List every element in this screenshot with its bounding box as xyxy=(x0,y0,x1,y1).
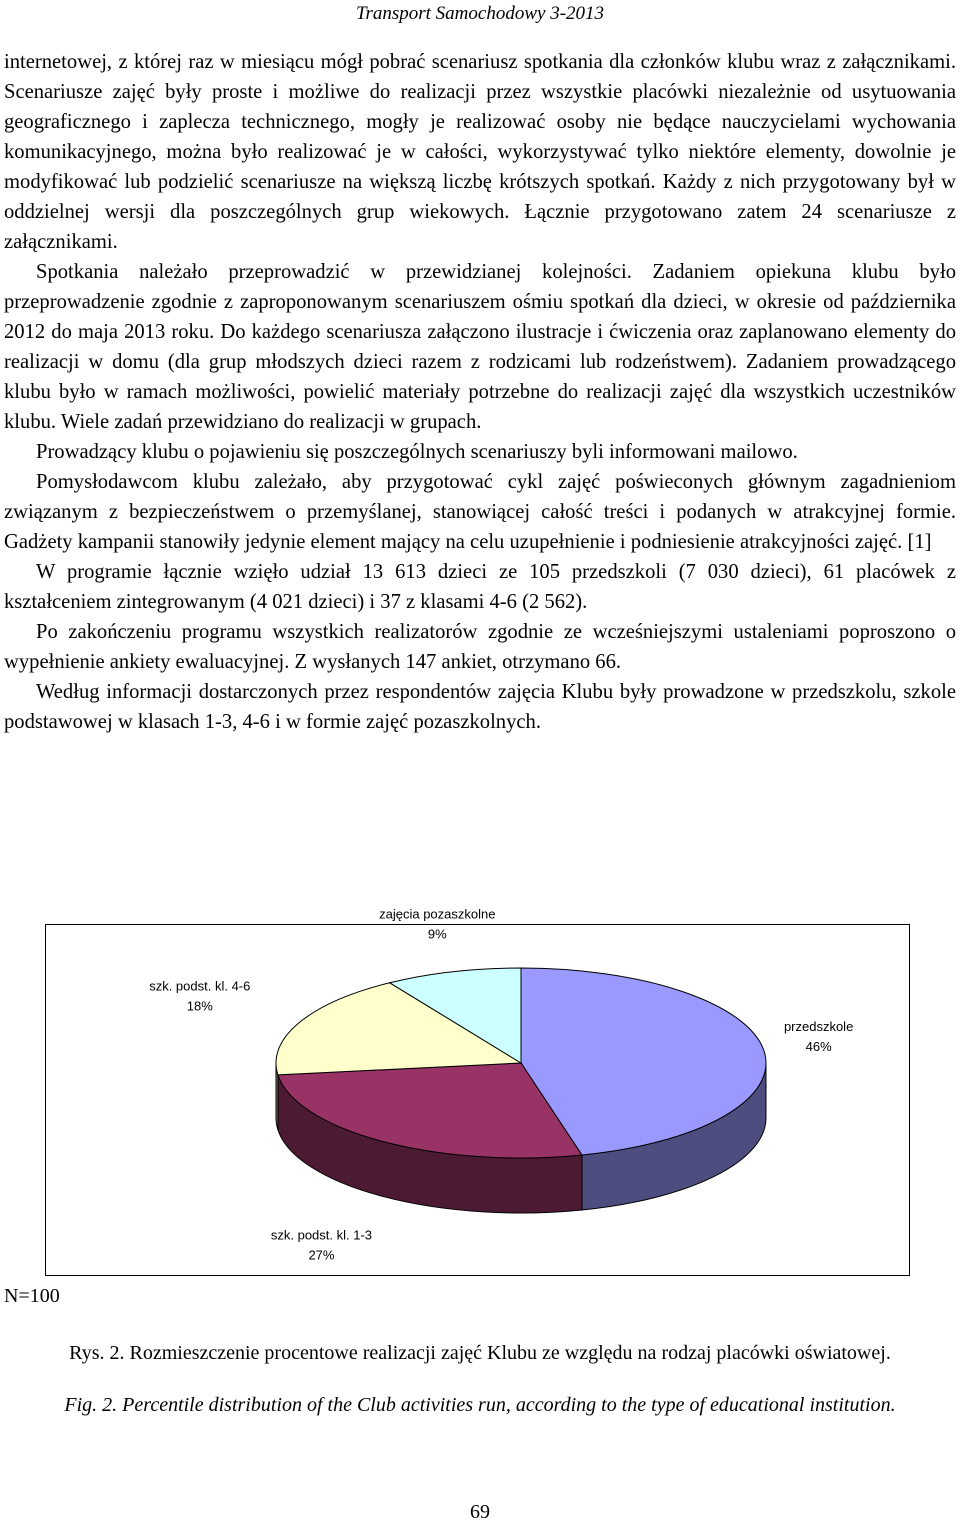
figure-caption-english: Fig. 2. Percentile distribution of the Club activities run, according to the type of educational institution. xyxy=(64,1394,896,1416)
pie-chart xyxy=(46,906,908,1274)
slice-value-zaj-cia-pozaszkolne: 9% xyxy=(427,926,447,942)
paragraph-1: internetowej, z której raz w miesiącu mógł pobrać scenariusz spotkania dla członków klubu wraz z załącznikami. Scenariusze zajęć były proste i możliwe do realizacji przez wszystkie placówki niezależnie od usytuowania geograficznego i zaplecza technicznego, mogły je realizować osoby nie będące nauczycielami wychowania komunikacyjnego, można było realizować je w całości, wykorzystywać tylko niektóre elementy, dowolnie je modyfikować lub podzielić scenariusze na większą liczbę krótszych spotkań. Każdy z nich przygotowany był w oddzielnej wersji dla poszczególnych grup wiekowych. Łącznie przygotowano zatem 24 scenariusze z załącznikami. xyxy=(4,51,956,253)
slice-label-szk-podst-kl-1-3: szk. podst. kl. 1-3 xyxy=(270,1227,373,1243)
slice-label-szk-podst-kl-4-6: szk. podst. kl. 4-6 xyxy=(149,978,251,994)
paragraph-5: W programie łącznie wzięło udział 13 613 dzieci ze 105 przedszkoli (7 030 dzieci), 61 placówek z kształceniem zintegrowanym (4 021 dzieci) i 37 z klasami 4-6 (2 562). xyxy=(4,561,956,613)
slice-value-przedszkole: 46% xyxy=(805,1039,832,1055)
slice-value-szk-podst-kl-4-6: 18% xyxy=(186,998,213,1014)
slice-label-zaj-cia-pozaszkolne: zajęcia pozaszkolne xyxy=(379,906,496,922)
paragraph-7: Według informacji dostarczonych przez respondentów zajęcia Klubu były prowadzone w przedszkolu, szkole podstawowej w klasach 1-3, 4-6 i w formie zajęć pozaszkolnych. xyxy=(4,681,956,733)
paragraph-3: Prowadzący klubu o pojawieniu się poszczególnych scenariuszy byli informowani mailowo. xyxy=(36,441,798,463)
figure-caption-polish: Rys. 2. Rozmieszczenie procentowe realizacji zajęć Klubu ze względu na rodzaj placówki oświatowej. xyxy=(69,1342,891,1364)
page-number: 69 xyxy=(470,1501,490,1523)
running-head: Transport Samochodowy 3-2013 xyxy=(355,3,605,24)
paragraph-6: Po zakończeniu programu wszystkich realizatorów zgodnie ze wcześniejszymi ustaleniami poproszono o wypełnienie ankiety ewaluacyjnej. Z wysłanych 147 ankiet, otrzymano 66. xyxy=(4,621,956,673)
slice-label-przedszkole: przedszkole xyxy=(783,1019,854,1035)
pie-chart-frame xyxy=(45,906,910,1276)
slice-value-szk-podst-kl-1-3: 27% xyxy=(308,1247,335,1263)
article-body xyxy=(4,47,956,737)
sample-size-label: N=100 xyxy=(4,1285,60,1307)
paragraph-4: Pomysłodawcom klubu zależało, aby przygotować cykl zajęć poświeconych głównym zagadnieniom związanym z bezpieczeństwem o przemyślanej, stanowiącej całość treści i podanych w atrakcyjnej formie. Gadżety kampanii stanowiły jedynie element mający na celu uzupełnienie i podniesienie atrakcyjności zajęć. [1] xyxy=(4,471,956,553)
paragraph-2: Spotkania należało przeprowadzić w przewidzianej kolejności. Zadaniem opiekuna klubu było przeprowadzenie zgodnie z zaproponowanym scenariuszem ośmiu spotkań dla dzieci, w okresie od października 2012 do maja 2013 roku. Do każdego scenariusza załączono ilustracje i ćwiczenia oraz zaplanowano elementy do realizacji w domu (dla grup młodszych dzieci razem z rodzicami lub rodzeństwem). Zadaniem prowadzącego klubu było w ramach możliwości, powielić materiały potrzebne do realizacji zajęć dla wszystkich uczestników klubu. Wiele zadań przewidziano do realizacji w grupach. xyxy=(4,261,956,433)
